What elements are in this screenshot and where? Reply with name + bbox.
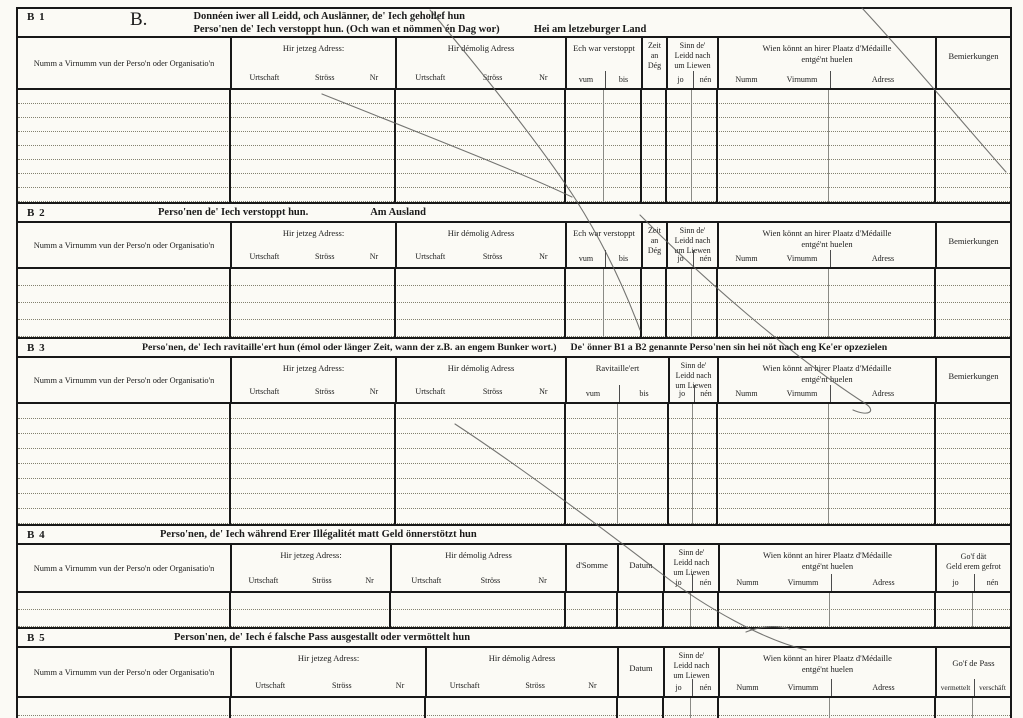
column-label-line: entgé'nt huelen (801, 374, 853, 385)
table-row (18, 146, 1010, 160)
column-label: Bemierkungen (948, 371, 999, 381)
column-sublabel: Numm (736, 683, 759, 692)
column-header-zeit (641, 223, 666, 267)
section-body (18, 90, 1010, 202)
column-label: Numm a Virnumm vun der Perso'n oder Organisatio'n (33, 240, 215, 250)
section-id: B 1 (27, 11, 46, 23)
column-sublabel: Urtschaft (449, 680, 480, 690)
table-row (18, 188, 1010, 202)
section-id: B 2 (27, 206, 46, 219)
column-label-line: Leidd nach (673, 558, 710, 567)
table-row (18, 269, 1010, 286)
column-label-line: Leidd nach (674, 236, 711, 245)
column-divider (564, 269, 566, 337)
column-sublabel: Urtschaft (249, 251, 280, 261)
column-label-line: entgé'nt huelen (801, 54, 853, 65)
subcolumn-divider (603, 269, 604, 337)
column-label-line: Leidd nach (675, 371, 712, 380)
column-label-line: um Liewen (674, 246, 711, 255)
column-sublabel: vum (578, 75, 594, 84)
column-divider (716, 90, 718, 202)
column-header-name (18, 38, 230, 88)
column-divider (394, 90, 396, 202)
column-label-line: um Liewen (673, 568, 710, 577)
column-label: Hir démolig Adress (488, 653, 556, 663)
column-divider (934, 90, 936, 202)
section-header-row (18, 36, 1010, 90)
section-title-band (18, 629, 1010, 646)
column-label: Hir démolig Adress (447, 43, 515, 53)
column-divider (662, 698, 664, 718)
column-divider (665, 269, 667, 337)
subcolumn-divider (972, 593, 973, 627)
table-row (18, 132, 1010, 146)
column-sublabel: Ströss (525, 680, 545, 690)
column-sublabel: Numm (735, 254, 758, 263)
column-sublabel: nén (694, 385, 717, 402)
column-sublabel: Ströss (314, 251, 335, 261)
column-header-bemierkungen (935, 223, 1010, 267)
column-sublabel: nén (693, 250, 717, 267)
column-label: Ravitaille'ert (595, 363, 640, 373)
column-label: Bemierkungen (948, 51, 999, 61)
column-divider (665, 90, 667, 202)
column-sublabel: Urtschaft (249, 72, 280, 82)
section-id: B 4 (27, 528, 46, 541)
column-header-datum (617, 648, 663, 696)
column-label-line: um Liewen (675, 381, 712, 390)
column-header-addr-old (395, 38, 565, 88)
table-row (18, 320, 1010, 337)
column-label-line: Wien könnt an hirer Plaatz d'Médaille (763, 550, 892, 560)
column-header-zeit (641, 38, 666, 88)
column-divider (640, 90, 642, 202)
column-header-wien (718, 648, 935, 696)
column-label-line: Sinn de' (678, 548, 705, 557)
column-label-line: Sinn de' (680, 361, 707, 370)
column-sublabel: Ströss (314, 386, 335, 396)
column-header-sinn (668, 358, 717, 402)
column-header-addr-now (230, 358, 395, 402)
subcolumn-divider (828, 404, 829, 524)
section-b2 (18, 202, 1010, 337)
subcolumn-divider (692, 404, 693, 524)
column-header-somme (565, 545, 617, 591)
column-header-wien (717, 38, 935, 88)
column-sublabel: Virnumm (786, 389, 818, 398)
column-sublabel: Nr (369, 386, 379, 396)
column-sublabel: Urtschaft (415, 386, 446, 396)
column-label-line: Wien könnt an hirer Plaatz d'Médaille (762, 228, 892, 238)
column-sublabel: Virnumm (787, 683, 819, 692)
column-sublabel: Numm (736, 578, 759, 587)
column-sublabel: Nr (369, 72, 379, 82)
section-title: Donnéen iwer all Leidd, och Auslänner, de' Iech gehollef hun (193, 11, 466, 22)
table-row (18, 610, 1010, 627)
column-header-gof-geld (935, 545, 1010, 591)
column-sublabel: Urtschaft (415, 72, 446, 82)
column-label: Hir jetzeg Adress: (282, 363, 345, 373)
table-row (18, 479, 1010, 494)
column-label-line: Dég (647, 61, 662, 70)
column-sublabel: Urtschaft (248, 575, 279, 585)
column-label: Hir jetzeg Adress: (297, 653, 360, 663)
column-divider (394, 269, 396, 337)
section-header-row (18, 646, 1010, 698)
column-label: Hir démolig Adress (445, 550, 512, 560)
subcolumn-divider (690, 698, 691, 718)
column-sublabel: Nr (365, 575, 374, 585)
column-divider (934, 593, 936, 627)
column-header-sinn (666, 38, 717, 88)
column-sublabel: jo (675, 683, 682, 692)
column-sublabel: nén (974, 574, 1010, 591)
column-sublabel: Ströss (480, 575, 501, 585)
column-header-addr-now (230, 545, 390, 591)
table-row (18, 434, 1010, 449)
column-sublabel: vermettelt (940, 683, 971, 692)
table-row (18, 698, 1010, 716)
column-header-datum (617, 545, 663, 591)
column-sublabel: Urtschaft (415, 251, 446, 261)
column-divider (229, 90, 231, 202)
column-label-line: Wien könnt an hirer Plaatz d'Médaille (762, 43, 892, 53)
section-letter: B. (130, 9, 148, 30)
column-divider (934, 698, 936, 718)
column-sublabel: Urtschaft (255, 680, 286, 690)
table-row (18, 174, 1010, 188)
column-header-name (18, 223, 230, 267)
column-label-line: Wien könnt an hirer Plaatz d'Médaille (762, 363, 892, 373)
column-header-name (18, 358, 230, 402)
column-divider (394, 404, 396, 524)
subcolumn-divider (617, 404, 618, 524)
column-label: Ech war verstoppt (573, 228, 635, 238)
column-label: Go'f de Pass (952, 658, 995, 668)
column-header-sinn (666, 223, 717, 267)
column-label: Datum (629, 560, 653, 570)
column-sublabel: Ströss (482, 251, 503, 261)
column-header-verstoppt (565, 223, 641, 267)
column-header-wien (717, 358, 935, 402)
column-label-line: Geld erem gefrot (946, 562, 1001, 571)
column-divider (934, 269, 936, 337)
section-header-row (18, 221, 1010, 269)
column-header-addr-now (230, 38, 395, 88)
column-header-gof-pass (935, 648, 1010, 696)
column-label: Numm a Virnumm vun der Perso'n oder Organisatio'n (33, 375, 215, 385)
column-label-line: Dég (647, 246, 662, 255)
column-header-addr-now (230, 223, 395, 267)
column-sublabel: vum (585, 389, 601, 398)
section-subtitle: Am Ausland (370, 207, 426, 218)
table-row (18, 286, 1010, 303)
column-header-bemierkungen (935, 358, 1010, 402)
column-sublabel: vum (578, 254, 594, 263)
column-label-line: entgé'nt huelen (801, 561, 854, 572)
column-sublabel: Urtschaft (249, 386, 280, 396)
column-label-line: um Liewen (673, 671, 710, 680)
column-sublabel: nén (692, 574, 718, 591)
column-header-bemierkungen (935, 38, 1010, 88)
column-label: Numm a Virnumm vun der Perso'n oder Organisatio'n (33, 58, 215, 68)
column-header-ravitailleert (565, 358, 668, 402)
column-sublabel: nén (693, 71, 717, 88)
column-divider (229, 404, 231, 524)
table-row (18, 404, 1010, 419)
column-sublabel: Adress (830, 250, 935, 267)
section-body (18, 269, 1010, 337)
column-sublabel: jo (677, 254, 684, 263)
column-sublabel: Nr (538, 575, 547, 585)
column-label-line: Leidd nach (673, 661, 710, 670)
column-label-line: Wien könnt an hirer Plaatz d'Médaille (763, 653, 892, 663)
column-sublabel: Numm (735, 75, 758, 84)
section-title-band (18, 204, 1010, 221)
subcolumn-divider (829, 593, 830, 627)
section-title: Perso'nen de' Iech verstoppt hun. (158, 207, 309, 218)
subcolumn-divider (690, 593, 691, 627)
section-title: Perso'nen, de' Iech ravitaille'ert hun (émol oder länger Zeit, wann der z.B. an engem Bunker wort.) (142, 342, 557, 353)
column-label: Bemierkungen (948, 236, 999, 246)
column-sublabel: Urtschaft (411, 575, 442, 585)
column-label: Ech war verstoppt (573, 43, 635, 53)
column-label-line: entgé'nt huelen (801, 239, 853, 250)
column-sublabel: Numm (735, 389, 758, 398)
column-label-line: Zeit (648, 226, 661, 235)
column-sublabel: bis (619, 385, 668, 402)
column-header-sinn (663, 545, 718, 591)
column-divider (640, 269, 642, 337)
column-sublabel: Nr (588, 680, 597, 690)
column-divider (616, 698, 618, 718)
column-label-line: Zeit (648, 41, 661, 50)
column-sublabel: Adress (830, 385, 935, 402)
column-divider (662, 593, 664, 627)
section-title-lines (193, 11, 1010, 36)
column-label: Numm a Virnumm vun der Perso'n oder Organisatio'n (33, 563, 215, 573)
section-title: Perso'nen, de' Iech während Erer Illégalitét matt Geld önnerstötzt hun (160, 529, 477, 540)
column-label-line: Sinn de' (679, 41, 706, 50)
section-b3 (18, 337, 1010, 524)
column-divider (229, 269, 231, 337)
column-label-line: um Liewen (674, 61, 711, 70)
subcolumn-divider (829, 698, 830, 718)
section-title-band (18, 526, 1010, 543)
table-row (18, 593, 1010, 610)
column-divider (229, 593, 231, 627)
column-label-line: Sinn de' (679, 226, 706, 235)
table-row (18, 509, 1010, 524)
column-header-addr-old (390, 545, 565, 591)
table-row (18, 419, 1010, 434)
column-sublabel: Nr (539, 251, 548, 261)
column-sublabel: Virnumm (786, 254, 818, 263)
column-header-addr-old (395, 358, 565, 402)
column-header-addr-old (425, 648, 617, 696)
column-sublabel: Ströss (314, 72, 335, 82)
column-sublabel: nén (692, 679, 718, 696)
table-row (18, 90, 1010, 104)
column-sublabel: Nr (395, 680, 405, 690)
section-body (18, 593, 1010, 627)
column-divider (717, 698, 719, 718)
column-sublabel: Ströss (482, 72, 503, 82)
column-divider (667, 404, 669, 524)
column-sublabel: jo (952, 578, 959, 587)
column-header-wien (717, 223, 935, 267)
column-sublabel: jo (677, 75, 684, 84)
column-divider (229, 698, 231, 718)
subcolumn-divider (828, 90, 829, 202)
column-sublabel: Nr (369, 251, 379, 261)
column-sublabel: jo (678, 389, 686, 398)
column-sublabel: jo (675, 578, 682, 587)
column-sublabel: Adress (831, 574, 935, 591)
column-label: Hir démolig Adress (447, 228, 515, 238)
subcolumn-divider (972, 698, 973, 718)
column-divider (934, 404, 936, 524)
column-label: Hir jetzeg Adress: (282, 228, 345, 238)
column-label-line: entgé'nt huelen (801, 664, 854, 675)
column-sublabel: Virnumm (787, 578, 819, 587)
column-header-verstoppt (565, 38, 641, 88)
column-label: Datum (629, 663, 653, 673)
column-label: Hir jetzeg Adress: (282, 43, 345, 53)
column-divider (389, 593, 391, 627)
section-header-row (18, 543, 1010, 593)
table-row (18, 303, 1010, 320)
column-divider (716, 269, 718, 337)
column-label: Numm a Virnumm vun der Perso'n oder Organisatio'n (33, 667, 215, 677)
column-sublabel: Adress (831, 679, 935, 696)
subcolumn-divider (828, 269, 829, 337)
subcolumn-divider (691, 269, 692, 337)
subcolumn-divider (603, 90, 604, 202)
column-sublabel: Ströss (312, 575, 332, 585)
questionnaire-form (16, 7, 1012, 718)
table-row (18, 104, 1010, 118)
column-label-line: an (650, 51, 659, 60)
section-title: Person'nen, de' Iech é falsche Pass ausgestallt oder vermöttelt hun (174, 632, 471, 643)
column-label-line: Go'f dät (960, 552, 987, 561)
column-divider (716, 404, 718, 524)
column-divider (564, 404, 566, 524)
section-header-row (18, 356, 1010, 404)
column-sublabel: Ströss (332, 680, 352, 690)
column-label: d'Somme (576, 560, 608, 570)
column-divider (424, 698, 426, 718)
column-header-addr-now (230, 648, 425, 696)
section-b5 (18, 627, 1010, 718)
column-label-line: an (650, 236, 659, 245)
column-divider (564, 90, 566, 202)
section-id: B 5 (27, 631, 46, 644)
column-sublabel: Ströss (482, 386, 503, 396)
column-label-line: Sinn de' (678, 651, 705, 660)
column-label-line: Leidd nach (674, 51, 711, 60)
column-divider (564, 593, 566, 627)
section-subtitle: De' önner B1 a B2 genannte Perso'nen sin hei nöt nach eng Ke'er opzezielen (570, 342, 888, 353)
section-id: B 3 (27, 341, 46, 354)
section-title: Perso'nen de' Iech verstoppt hun. (Och wan et nömmen én Dag wor) (193, 23, 500, 35)
column-header-sinn (663, 648, 718, 696)
column-header-addr-old (395, 223, 565, 267)
section-title-band (18, 9, 1010, 36)
table-row (18, 118, 1010, 132)
column-sublabel: verschäft (974, 679, 1010, 696)
section-b4 (18, 524, 1010, 627)
table-row (18, 449, 1010, 464)
column-sublabel: Nr (539, 72, 548, 82)
column-sublabel: bis (605, 71, 641, 88)
section-title-suffix: Hei am letzeburger Land (533, 23, 647, 35)
column-header-name (18, 545, 230, 591)
section-body (18, 698, 1010, 718)
column-header-name (18, 648, 230, 696)
column-sublabel: Virnumm (786, 75, 818, 84)
column-label: Hir jetzeg Adress: (280, 550, 342, 560)
subcolumn-divider (691, 90, 692, 202)
column-divider (616, 593, 618, 627)
table-row (18, 160, 1010, 174)
section-title-band (18, 339, 1010, 356)
section-b1 (18, 9, 1010, 202)
column-sublabel: bis (605, 250, 641, 267)
column-divider (717, 593, 719, 627)
column-header-wien (718, 545, 935, 591)
table-row (18, 464, 1010, 479)
section-body (18, 404, 1010, 524)
table-row (18, 494, 1010, 509)
column-label: Hir démolig Adress (447, 363, 515, 373)
column-sublabel: Adress (830, 71, 935, 88)
column-sublabel: Nr (539, 386, 548, 396)
